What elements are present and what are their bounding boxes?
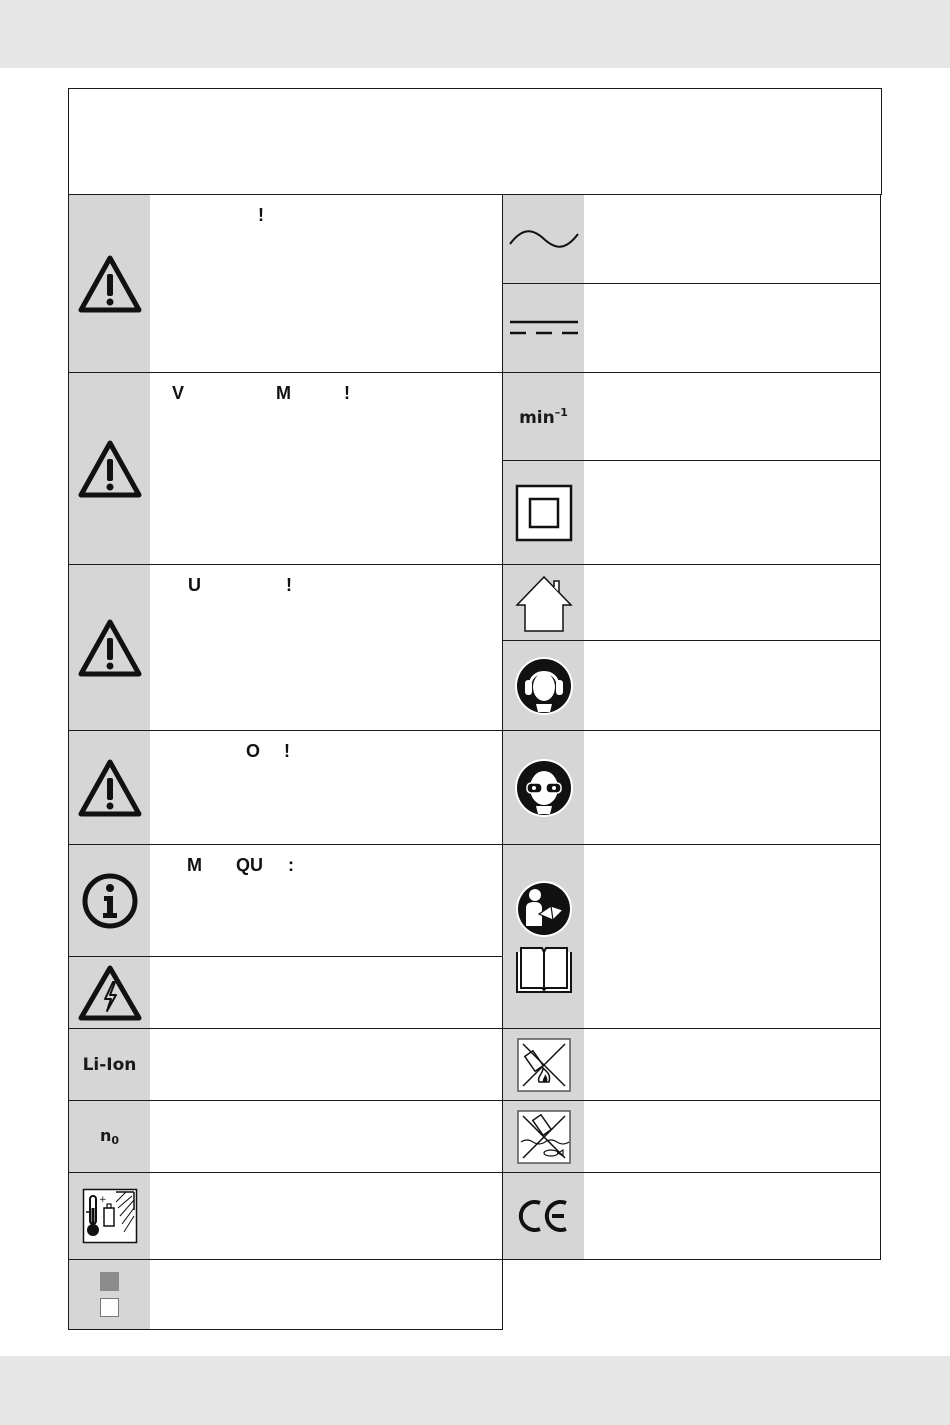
- right-row-dc: [502, 283, 881, 373]
- header-letter: !: [286, 575, 292, 595]
- read-manual-book-icon: [515, 944, 573, 994]
- right-row-rpm: [502, 372, 881, 461]
- header-letter: U: [188, 575, 201, 595]
- header-letter: M: [187, 855, 202, 875]
- header-letter: :: [288, 855, 294, 875]
- right-row-eye-protection: [502, 730, 881, 845]
- alternating-current-icon: [508, 224, 580, 254]
- top-margin-band: [0, 0, 950, 68]
- temperature-sunlight-icon: [82, 1188, 138, 1244]
- left-row-warning-4: [68, 730, 503, 845]
- gray-white-squares-icon: [98, 1270, 122, 1320]
- header-letter: !: [258, 205, 264, 225]
- warning-icon: [78, 440, 142, 498]
- no-fire-battery-icon: [517, 1038, 571, 1092]
- left-row-li-ion: [68, 1028, 503, 1101]
- ce-mark-icon: [518, 1199, 570, 1233]
- direct-current-icon: [508, 318, 580, 338]
- bottom-margin-band: [0, 1356, 950, 1425]
- header-letter: !: [344, 383, 350, 403]
- left-row-warning-2: [68, 372, 503, 565]
- left-row-temperature: [68, 1172, 503, 1260]
- warning-icon: [78, 255, 142, 313]
- left-row-high-voltage: [68, 956, 503, 1029]
- header-letter: O: [246, 741, 261, 761]
- left-row-warning-3: [68, 564, 503, 731]
- left-row-squares: [68, 1259, 503, 1330]
- indoor-use-house-icon: [514, 573, 574, 633]
- header-letter: M: [276, 383, 291, 403]
- title-frame: [68, 88, 882, 195]
- right-row-no-fire: [502, 1028, 881, 1101]
- high-voltage-icon: [78, 965, 142, 1021]
- info-icon: [82, 873, 138, 929]
- warning-icon: [78, 619, 142, 677]
- no-water-battery-icon: [517, 1110, 571, 1164]
- right-row-no-water: [502, 1100, 881, 1173]
- no-load-speed-label: n0: [99, 1126, 120, 1147]
- left-row-info: [68, 844, 503, 957]
- header-letter: !: [284, 741, 290, 761]
- read-manual-person-icon: [515, 880, 573, 938]
- warning-icon: [78, 759, 142, 817]
- right-row-ac: [502, 194, 881, 284]
- right-row-ear-protection: [502, 640, 881, 731]
- li-ion-label: Li-Ion: [82, 1054, 137, 1075]
- right-row-ce: [502, 1172, 881, 1260]
- rpm-label: $\min^{-1}$: [519, 405, 568, 428]
- ear-protection-icon: [514, 656, 574, 716]
- right-row-read-manual: [502, 844, 881, 1029]
- left-row-warning-1: [68, 194, 503, 373]
- header-letter: V: [172, 383, 185, 403]
- right-row-protection-class: [502, 460, 881, 565]
- svg-text:+: +: [98, 1195, 107, 1205]
- left-row-no-load-speed: [68, 1100, 503, 1173]
- header-letter: QU: [236, 855, 263, 875]
- protection-class-ii-icon: [515, 484, 573, 542]
- eye-protection-icon: [514, 758, 574, 818]
- right-row-indoor: [502, 564, 881, 641]
